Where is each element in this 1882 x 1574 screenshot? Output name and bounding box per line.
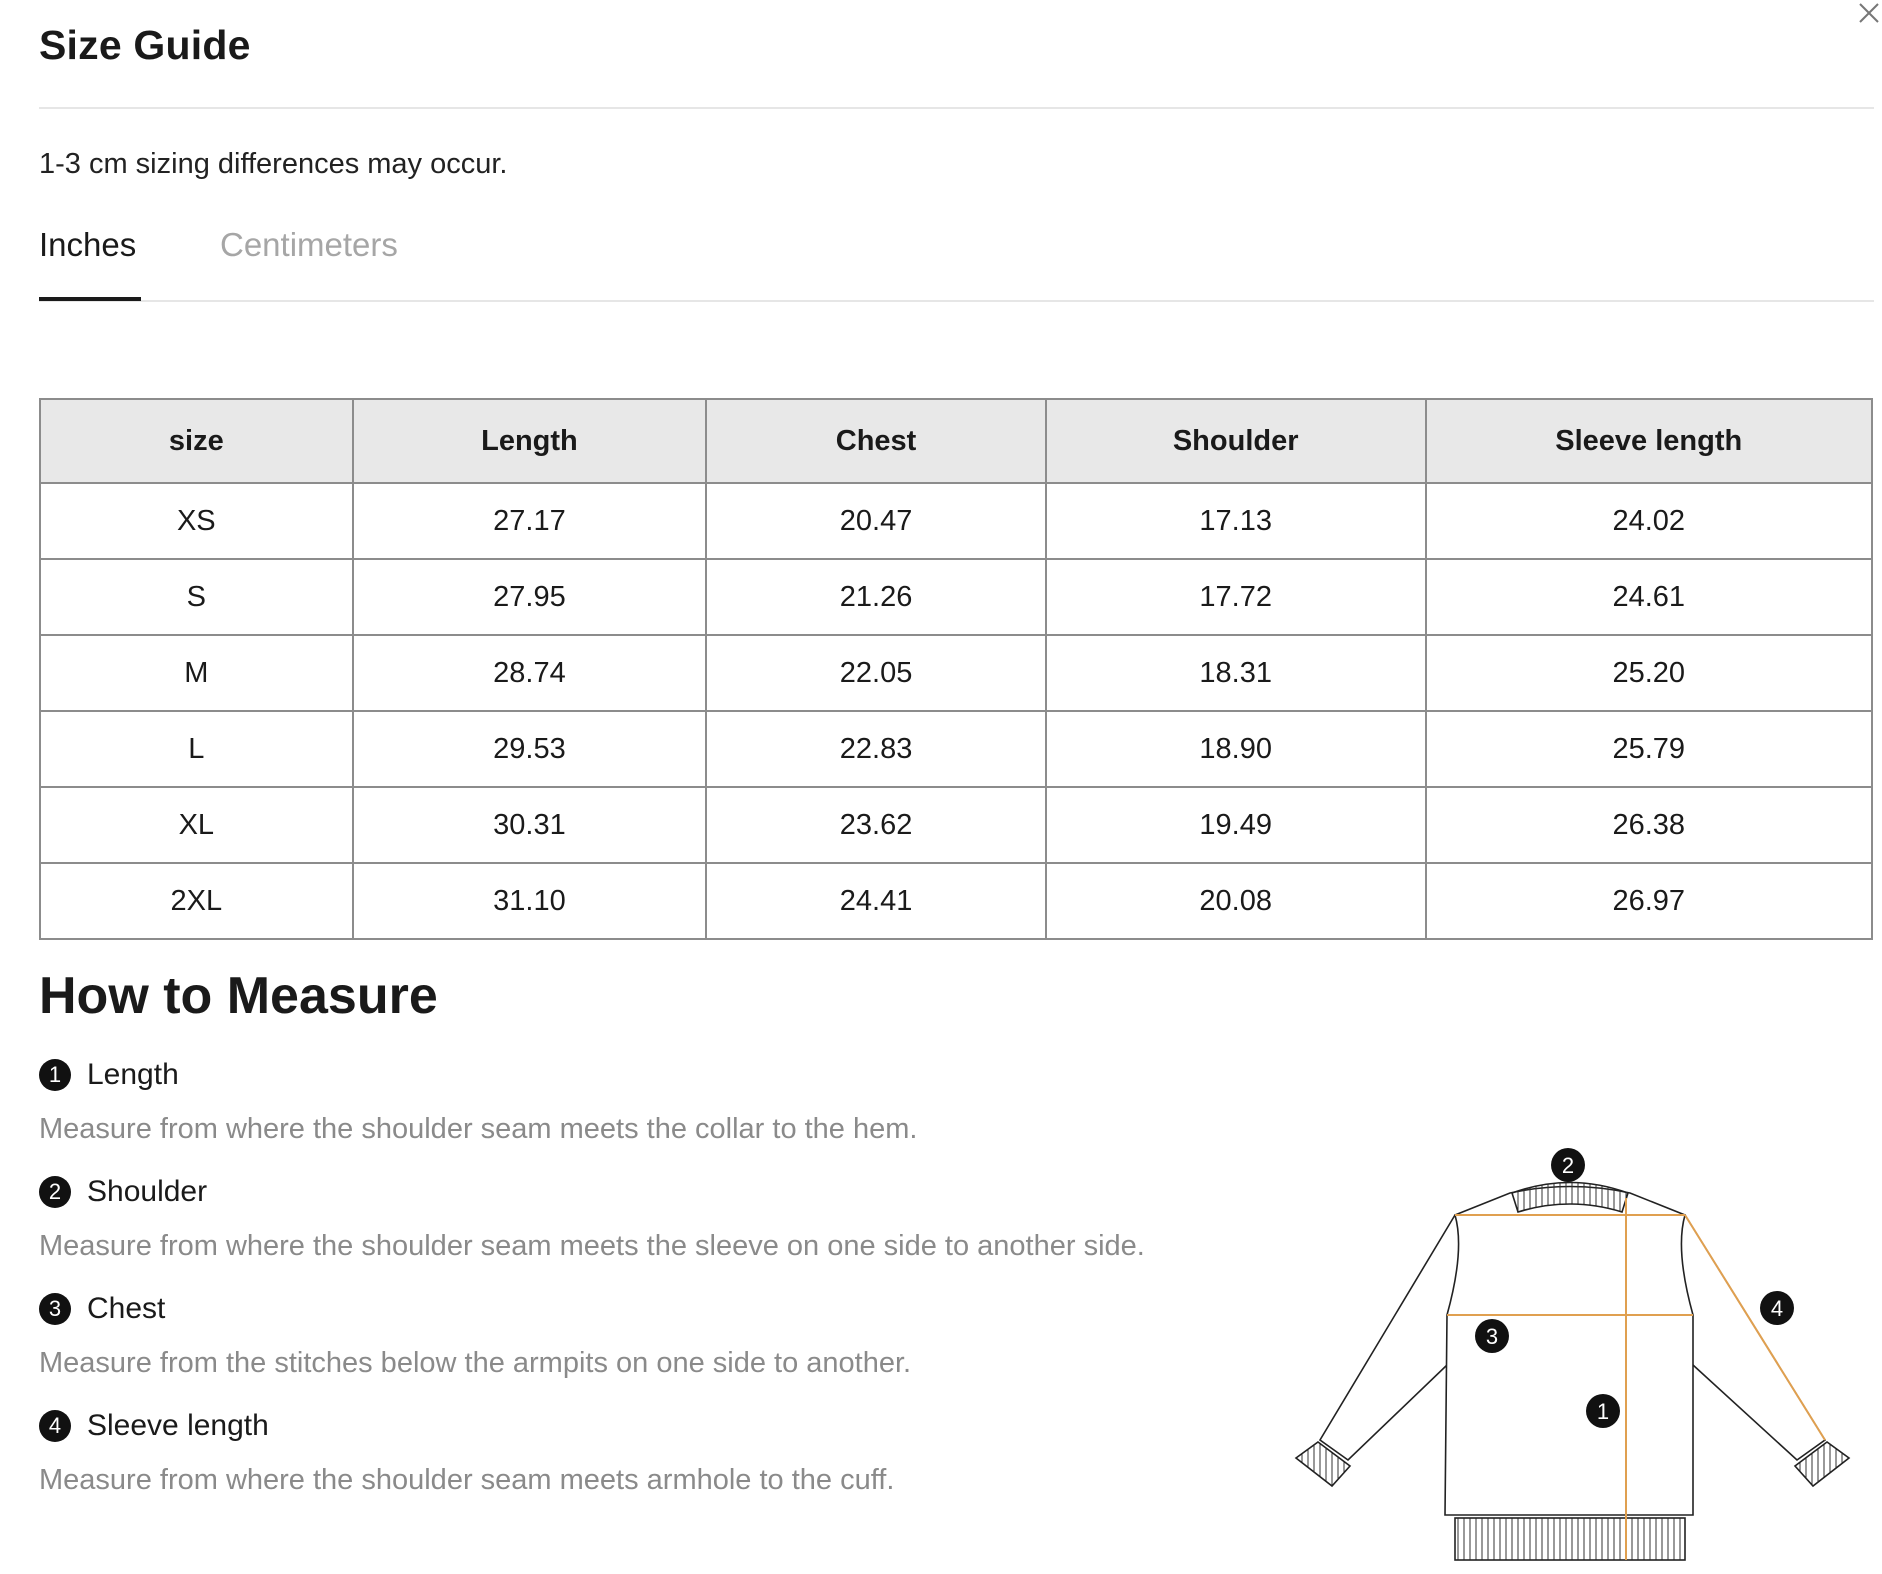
table-cell: 30.31 xyxy=(353,787,707,863)
table-cell: 23.62 xyxy=(706,787,1046,863)
header-chest: Chest xyxy=(706,399,1046,483)
measure-description: Measure from the stitches below the armpits on one side to another. xyxy=(39,1347,912,1379)
table-row xyxy=(40,483,1872,559)
table-cell: 19.49 xyxy=(1046,787,1426,863)
table-cell: 22.05 xyxy=(706,635,1046,711)
sweater-diagram xyxy=(1270,1140,1870,1570)
close-icon xyxy=(1856,0,1882,26)
diagram-marker-4 xyxy=(1760,1291,1794,1325)
dialog-title: Size Guide xyxy=(39,22,251,68)
tabs-divider xyxy=(39,300,1874,302)
table-cell: 2XL xyxy=(40,863,353,939)
table-row xyxy=(40,863,1872,939)
number-badge: 1 xyxy=(39,1059,71,1091)
divider xyxy=(39,107,1874,109)
table-cell: 27.17 xyxy=(353,483,707,559)
table-cell: 20.47 xyxy=(706,483,1046,559)
measure-label: Chest xyxy=(87,1292,166,1325)
measure-item-sleeve-length xyxy=(39,1406,895,1496)
tab-inches[interactable]: Inches xyxy=(39,226,137,263)
table-cell: 20.08 xyxy=(1046,863,1426,939)
measure-label: Length xyxy=(87,1058,179,1091)
table-row xyxy=(40,559,1872,635)
tab-centimeters[interactable]: Centimeters xyxy=(220,226,398,263)
table-cell: 18.31 xyxy=(1046,635,1426,711)
table-cell: 28.74 xyxy=(353,635,707,711)
table-cell: XS xyxy=(40,483,353,559)
header-length: Length xyxy=(353,399,707,483)
marker-label: 4 xyxy=(1770,1296,1784,1321)
table-cell: S xyxy=(40,559,353,635)
table-cell: 29.53 xyxy=(353,711,707,787)
marker-label: 3 xyxy=(1485,1324,1499,1349)
close-button[interactable] xyxy=(1856,0,1882,26)
measure-item-chest xyxy=(39,1289,912,1379)
measure-description: Measure from where the shoulder seam meets the sleeve on one side to another side. xyxy=(39,1230,1145,1262)
marker-label: 1 xyxy=(1596,1399,1610,1424)
number-badge: 4 xyxy=(39,1410,71,1442)
header-shoulder: Shoulder xyxy=(1046,399,1426,483)
header-size: size xyxy=(40,399,353,483)
table-cell: 22.83 xyxy=(706,711,1046,787)
table-header-row xyxy=(40,399,1872,483)
table-cell: 25.79 xyxy=(1426,711,1873,787)
table-cell: 18.90 xyxy=(1046,711,1426,787)
table-cell: 25.20 xyxy=(1426,635,1873,711)
table-cell: 17.72 xyxy=(1046,559,1426,635)
table-cell: 24.61 xyxy=(1426,559,1873,635)
table-cell: 21.26 xyxy=(706,559,1046,635)
measure-item-shoulder xyxy=(39,1172,1145,1262)
measure-description: Measure from where the shoulder seam meets armhole to the cuff. xyxy=(39,1464,895,1496)
table-row xyxy=(40,787,1872,863)
table-row xyxy=(40,711,1872,787)
number-badge: 2 xyxy=(39,1176,71,1208)
table-row xyxy=(40,635,1872,711)
unit-tabs xyxy=(39,222,1874,302)
table-cell: 24.02 xyxy=(1426,483,1873,559)
table-cell: M xyxy=(40,635,353,711)
table-cell: XL xyxy=(40,787,353,863)
measure-description: Measure from where the shoulder seam meets the collar to the hem. xyxy=(39,1113,918,1145)
diagram-marker-1 xyxy=(1586,1394,1620,1428)
table-cell: 26.38 xyxy=(1426,787,1873,863)
sizing-note: 1-3 cm sizing differences may occur. xyxy=(39,148,508,180)
table-cell: 26.97 xyxy=(1426,863,1873,939)
measure-label: Shoulder xyxy=(87,1175,208,1208)
table-cell: 27.95 xyxy=(353,559,707,635)
sweater-icon xyxy=(1270,1140,1870,1570)
table-cell: 31.10 xyxy=(353,863,707,939)
header-sleeve-length: Sleeve length xyxy=(1426,399,1873,483)
diagram-marker-3 xyxy=(1475,1319,1509,1353)
table-cell: L xyxy=(40,711,353,787)
measure-label: Sleeve length xyxy=(87,1409,269,1442)
size-table xyxy=(39,398,1873,940)
table-cell: 17.13 xyxy=(1046,483,1426,559)
active-tab-indicator xyxy=(39,297,141,301)
table-cell: 24.41 xyxy=(706,863,1046,939)
measure-item-length xyxy=(39,1055,918,1145)
marker-label: 2 xyxy=(1561,1153,1575,1178)
number-badge: 3 xyxy=(39,1293,71,1325)
how-to-measure-title: How to Measure xyxy=(39,967,438,1025)
diagram-marker-2 xyxy=(1551,1148,1585,1182)
